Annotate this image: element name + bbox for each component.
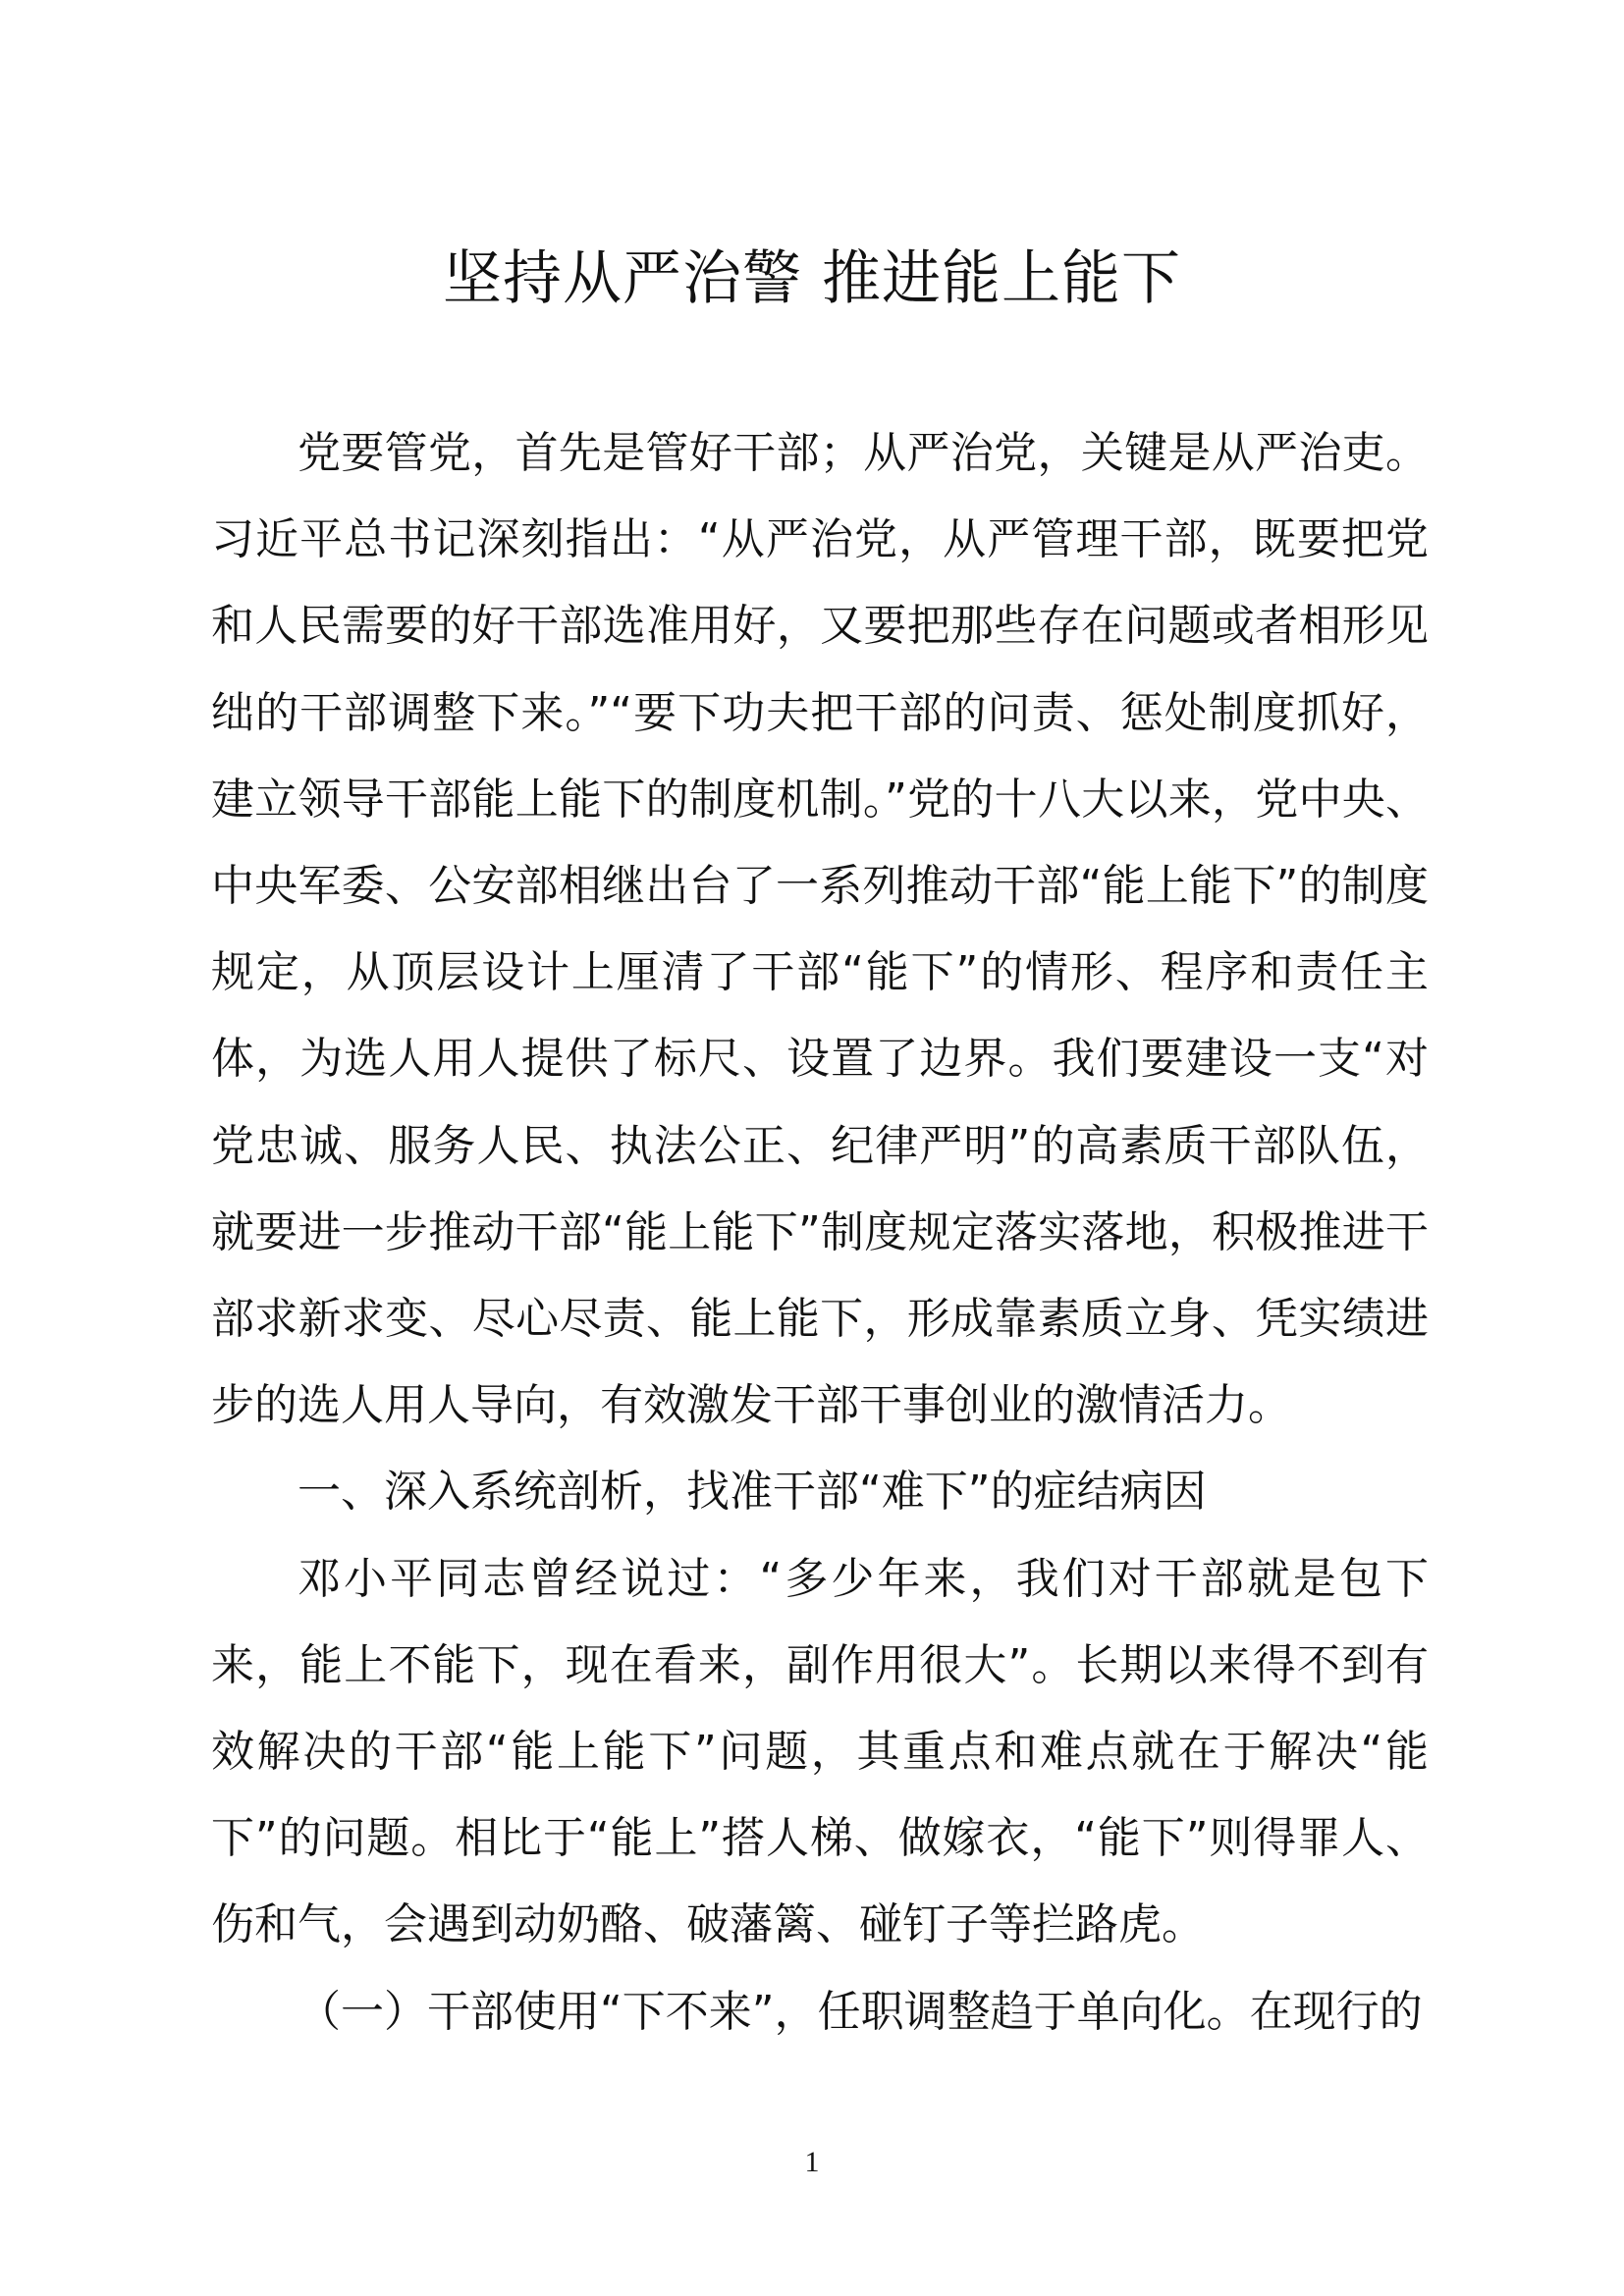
subsection-heading-one: （一）干部使用“下不来”，任职调整趋于单向化。在现行的 — [298, 1986, 1423, 2037]
paragraph-intro: 党要管党，首先是管好干部；从严治党，关键是从严治吏。习近平总书记深刻指出：“从严治党，从严管理干部，既要把党和人民需要的好干部选准用好，又要把那些存在问题或者相形见绌的干部调整下来。”“要下功夫把干部的问责、惩处制度抓好，建立领导干部能上能下的制度机制。”党的十八大以来，党中央、中央军委、公安部相继出台了一系列推动干部“能上能下”的制度规定，从顶层设计上厘清了干部“能下”的情形、程序和责任主体，为选人用人提供了标尺、设置了边界。我们要建设一支“对党忠诚、服务人民、执法公正、纪律严明”的高素质干部队伍，就要进一步推动干部“能上能下”制度规定落实落地，积极推进干部求新求变、尽心尽责、能上能下，形成靠素质立身、凭实绩进步的选人用人导向，有效激发干部干事创业的激情活力。 — [211, 428, 1429, 1431]
document-title: 坚持从严治警 推进能上能下 — [442, 244, 1182, 313]
paragraph-deng-quote: 邓小平同志曾经说过：“多少年来，我们对干部就是包下来，能上不能下，现在看来，副作用很大”。长期以来得不到有效解决的干部“能上能下”问题，其重点和难点就在于解决“能下”的问题。相比于“能上”搭人梯、做嫁衣，“能下”则得罪人、伤和气，会遇到动奶酪、破藩篱、碰钉子等拦路虎。 — [211, 1553, 1429, 1950]
section-heading-one: 一、深入系统剖析，找准干部“难下”的症结病因 — [298, 1467, 1207, 1518]
document-body — [211, 410, 1429, 2056]
page-number: 1 — [804, 2146, 820, 2178]
